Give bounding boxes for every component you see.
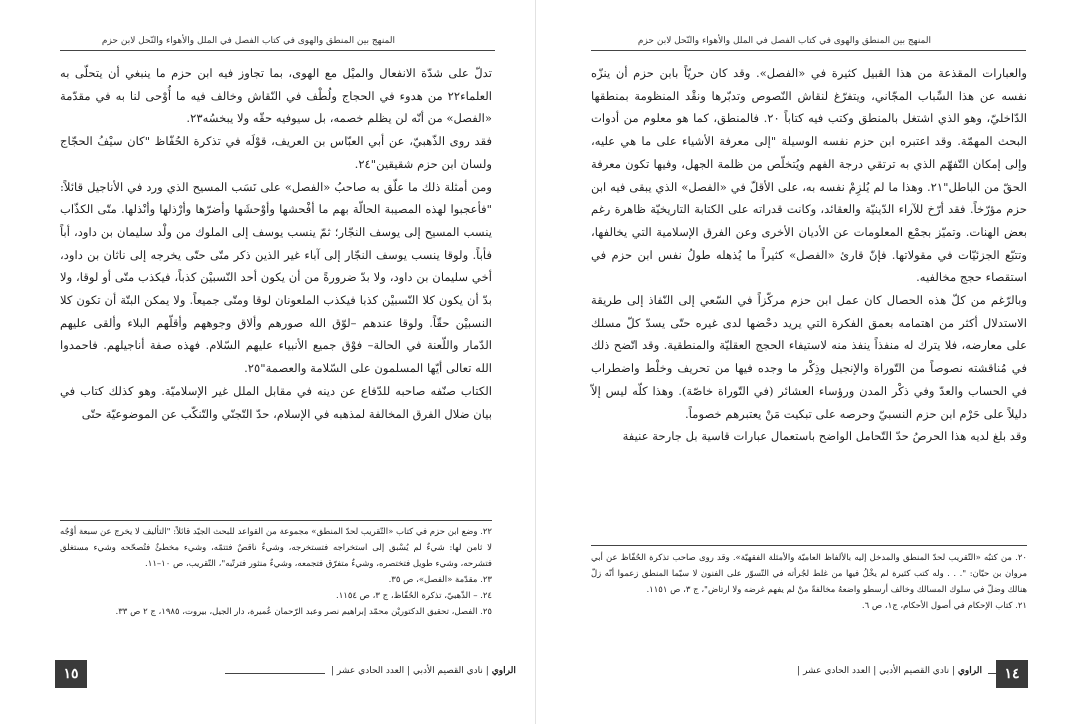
magazine-brand: الراوي [957,666,982,676]
paragraph: وبالرّغم من كلّ هذه الحصال كان عمل ابن حزم مركّزاً في السّعي إلى النّفاذ إلى طريقة الاستدلال أكثر من اهتمامه بعمق الفكرة التي يريد دحْضها لدى غيره حتّى يسدّ كلّ مسلك على معارضه، فلا يترك له منفذاً ينفذ منه لاستيفاء الحجج العقليّة والمنطقية. وقد اتّضح ذلك في مُناقشته نصوصاً من التّوراة والإنجيل وذِكْر ما وجده فيها من تحريف وخلْط واضطراب في الحساب والعدّ وفي ذكْر المدن ورؤساء العشائر (في التّوراة خاصّة). وهذا كلّه ليس إلاّ دليلاً على حَرْم ابن حزم النسبيّ وحرصه على تبكيت مَنْ يعتبرهم خصوماً. [591,293,1027,421]
footnote: ٢١. كتاب الإحكام في أصول الأحكام، ج١، ص ٦. [861,601,1027,611]
footnote: ٢٢. وضع ابن حزم في كتاب «التّقريب لحدّ المنطق» مجموعة من القواعد للبحث الجيّد قائلاً: "التأليف لا يخرج عن سبعة أوْجُه لا ثامن لها: شيءٌ لم يُسْبق إلى استخراجه فتستخرجه، وشيءٌ ناقصٌ فتتمّه، وشيء مخطئٌ فتُصحّحه وشيء مستغلق فتشرحه، وشيء طويل فتختصره، وشيءٌ متفرّق فتجمعه، وشيءٌ منثور فترتّبه"، التّقريب، ص ١٠–١١. [60,527,492,569]
paragraph: الكتاب صنّفه صاحبه للدّفاع عن دينه في مقابل الملل غير الإسلاميّة. وهو كذلك كتاب في بيان ضلال الفرق المخالفة لمذهبه في الإسلام، حدّ التّجنّي والتّنكّب عن الموضوعيّة حتّى [60,383,492,421]
page-footer [55,660,516,688]
footnotes [60,524,492,620]
club-name: نادي القصيم الأدبي [879,666,950,676]
magazine-credit: الراوي | نادي القصيم الأدبي | العدد الحادي عشر | [325,666,522,676]
issue-label: العدد الحادي عشر [336,666,405,676]
magazine-brand: الراوي [491,666,516,676]
footnote: ٢٠. من كتبُه «التّقريب لحدّ المنطق والمدخل إليه بالألفاظ العاميّة والأمثلة الفقهيّة». وقد روى صاحب تذكرة الحُفّاظ عن أبي مروان بن حيّان: ". . . وله كتب كثيرة لم يخْلُ فيها من غلط لجُرأته في التّسوّر على الفنون لا سيّما المنطق زعموا أنّه زلّ هنالك وضلّ في سلوك المسالك وخالف أرسطو واضعهُ مخالفةً منْ لم يفهم غرضه ولا ارتاض"، ج ٣، ص ١١٥١. [591,553,1027,595]
left-page [0,0,535,724]
paragraph: وقد بلغ لديه هذا الحرصُ حدّ التّحامل الواضح باستعمال عبارات قاسية بل جارحة عنيفة [622,429,1027,444]
running-head: المنهج بين المنطق والهوى في كتاب الفصل في الملل والأهواء والنّحل لابن حزم [637,36,931,46]
footnote-rule [60,520,492,521]
running-head: المنهج بين المنطق والهوى في كتاب الفصل في الملل والأهواء والنّحل لابن حزم [101,36,395,46]
paragraph: تدلّ على شدّة الانفعال والميْل مع الهوى، بما تجاوز فيه ابن حزم ما ينبغي أن يتحلّى به العلماء٢٢ من هدوء في الحجاج ولُطْف في النّقاش وخالف فيه ما أُوْحى لنا به في مقدّمة «الفصل» من أنّه لن يظلم خصمه، بل سيوفيه حقّه ولا يبخسُه٢٣. [60,66,493,126]
paragraph: فقد روى الذّهبيّ، عن أبي العبّاس بن العريف، قوْلَه في تذكرة الحُفّاظ "كان سيْفُ الحجّاج ولسان ابن حزم شقيقين"٢٤. [60,134,492,171]
footnote: ٢٣. مقدّمة «الفصل»، ص ٣٥. [388,575,492,585]
page-footer [586,660,1028,688]
footnote-rule [591,545,1027,546]
magazine-credit: الراوي | نادي القصيم الأدبي | العدد الحادي عشر | [791,666,988,676]
club-name: نادي القصيم الأدبي [412,666,483,676]
header-rule [60,50,495,51]
page-number: ١٤ [996,660,1028,688]
paragraph: والعبارات المقذعة من هذا القبيل كثيرة في «الفصل». وقد كان حريّاً بابن حزم أن ينزّه نفسه عن هذا السِّباب المجّاني، ويتفرّغ لنقاش النّصوص وتدبّرها ونقْد المنظومة بمنطقها الدّاخليّ، وهو الذي اشتغل بالمنطق وكتب فيه كتاباً ٢٠. فالمنطق، كما هو معلوم من أدوات البحث المهمّة. وقد اعتبره ابن حزم نفسه الوسيلة "إلى معرفة الأشياء على ما هي عليه، وإلى إمكان التّفهّم الذي به ترتقي درجة الفهم ويُتخلّص من ظلمة الجهل، وفيها تكون معرفة الحقّ من الباطل"٢١. وهذا ما لم يُلزِمْ نفسه به، على الأقلّ في «الفصل» الذي يبقى فيه ابن حزم مؤرّخاً. فقد أرّخ للآراء الدّينيّة والعقائد، وكانت قدراته على الكتابة التاريخيّة ظاهرة رغم بعض الهنات. وتميّز بجمْع المعلومات عن الأديان الأخرى وعن الفرق الإسلامية التي يخالفها، وتتبّع الجزئيّات في مقولاتها. فإنّ قارئ «الفصل» كثيراً ما يُذهله طولُ نفس ابن حزم في استقصاء حجج مخالفيه. [591,66,1027,285]
page-number: ١٥ [55,660,87,688]
body-text [591,62,1027,448]
issue-label: العدد الحادي عشر [803,666,871,676]
footnotes [591,550,1027,614]
header-rule [591,50,1026,51]
paragraph: ومن أمثلة ذلك ما علّق به صاحبُ «الفصل» على نَسَب المسيح الذي ورد في الأناجيل قائلاً: "فأعجبوا لهذه المصيبة الحالّة بهم ما أفْحشها وأوْحشَها وأضرّها وأرْذلها وأنْذلها. متّى الكذّاب ينسب المسيح إلى يوسف النجّار؛ ثمّ ينسب يوسف إلى الملوك من ولْد سليمان بن داود، أباً فأباً. ولوقا ينسب يوسف النجّار إلى آباء غير الذين ذكر متّى حتّى يخرجه إلى ناثان بن داود، أخي سليمان بن داود، ولا بدّ ضرورةً من أن يكون أحد النّسبيْن كذباً، فيكذب متّى أو لوقا، ولا بدّ أن يكون كلا النّسبيْن كذبا فيكذب الملعونان لوقا ومتّى جميعاً. ولا يمكن البتّة أن تكون كلا النسبيْن حقّاً. ولوقا عندهم –لوّق الله صورهم وألاق وجوههم وأقلّهم البلاء وألقى عليهم الدّمار واللّعنة في الحالة– فوْق جميع الأنبياء عليهم السّلام. فهذه صفة أناجيلهم. فاحمدوا الله تعالى أيّها المسلمون على السّلامة والعصمة"٢٥. [60,179,492,376]
footnote: ٢٥. الفصل، تحقيق الدكتوريْن محمّد إبراهيم نصر وعبد الرّحمان عُميرة، دار الجيل، بيروت، ١٩٨٥، ج ٢ ص ٣٣. [115,607,492,617]
body-text [60,62,492,425]
right-page [536,0,1071,724]
footnote: ٢٤. – الذّهبيّ، تذكرة الحُفّاظ، ج ٣، ص ١١٥٤. [335,591,492,601]
